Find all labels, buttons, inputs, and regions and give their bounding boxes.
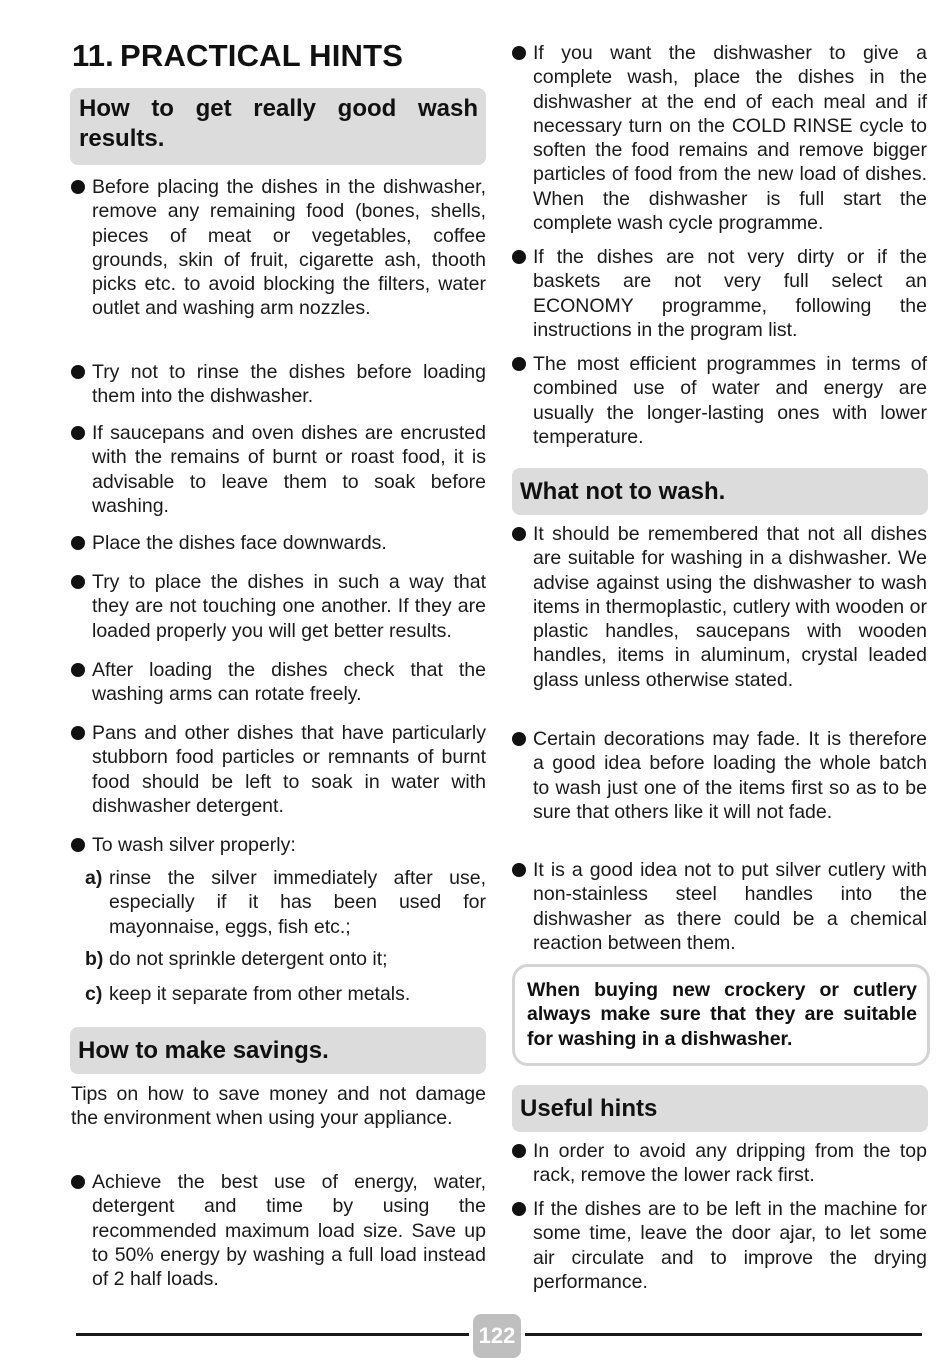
list-item: Certain decorations may fade. It is therefore a good idea before loading the whole batch to wash just one of the items first so as to be sure that others like it will not fade. xyxy=(512,727,927,824)
list-item: Pans and other dishes that have particularly stubborn food particles or remnants of burnt food should be left to soak in water with dishwasher detergent. xyxy=(71,721,486,818)
footer-rule-left xyxy=(76,1333,469,1336)
savings-intro: Tips on how to save money and not damage the environment when using your appliance. xyxy=(71,1083,486,1130)
bullet-icon xyxy=(512,527,526,541)
footer-rule-right xyxy=(525,1333,922,1336)
bullet-icon xyxy=(512,732,526,746)
bullet-icon xyxy=(71,1175,85,1189)
bullet-icon xyxy=(71,180,85,194)
list-item: If the dishes are not very dirty or if the baskets are not very full select an ECONOMY programme, following the instructions in the program list. xyxy=(512,245,927,342)
sub-list-item: a) rinse the silver immediately after use, especially if it has been used for mayonnaise, eggs, fish etc.; xyxy=(85,867,486,938)
section-heading-useful-hints: Useful hints xyxy=(512,1085,928,1132)
list-item: If you want the dishwasher to give a complete wash, place the dishes in the dishwasher at the end of each meal and if necessary turn on the COLD RINSE cycle to soften the food remains and remove bigger particles of food from the new load of dishes. When the dishwasher is full start the complete wash cycle programme. xyxy=(512,41,927,235)
chapter-heading: PRACTICAL HINTS xyxy=(119,38,404,73)
bullet-icon xyxy=(71,365,85,379)
sub-item-letter: b) xyxy=(85,948,104,970)
section-heading-good-wash: How to get really good wash results. xyxy=(70,88,486,165)
list-item: After loading the dishes check that the washing arms can rotate freely. xyxy=(71,658,486,707)
chapter-title xyxy=(72,38,403,74)
bullet-icon xyxy=(512,250,526,264)
chapter-number: 11. xyxy=(72,38,114,73)
bullet-icon xyxy=(71,536,85,550)
list-item: To wash silver properly: xyxy=(71,833,486,857)
list-item: Try to place the dishes in such a way that they are not touching one another. If they are loaded properly you will get better results. xyxy=(71,570,486,643)
bullet-icon xyxy=(71,838,85,852)
list-item: Before placing the dishes in the dishwasher, remove any remaining food (bones, shells, pieces of meat or vegetables, coffee grounds, skin of fruit, cigarette ash, thooth picks etc. to avoid blocking the filters, water outlet and washing arm nozzles. xyxy=(71,175,486,321)
bullet-icon xyxy=(71,726,85,740)
list-item: It should be remembered that not all dishes are suitable for washing in a dishwasher. We advise against using the dishwasher to wash items in thermoplastic, cutlery with wooden or plastic handles, saucepans with wooden handles, items in aluminum, crystal leaded glass unless otherwise stated. xyxy=(512,522,927,692)
section-heading-not-wash: What not to wash. xyxy=(512,468,928,515)
list-item: It is a good idea not to put silver cutlery with non-stainless steel handles into the dishwasher as there could be a chemical reaction between them. xyxy=(512,858,927,955)
sub-item-letter: a) xyxy=(85,867,103,889)
list-item: The most efficient programmes in terms of combined use of water and energy are usually the longer-lasting ones with lower temperature. xyxy=(512,352,927,449)
bullet-icon xyxy=(71,663,85,677)
section-heading-savings: How to make savings. xyxy=(70,1027,486,1074)
bullet-icon xyxy=(71,426,85,440)
sub-list-item: b) do not sprinkle detergent onto it; xyxy=(85,948,388,970)
bullet-icon xyxy=(512,863,526,877)
bullet-icon xyxy=(512,46,526,60)
page-number: 122 xyxy=(473,1314,521,1358)
list-item: Achieve the best use of energy, water, detergent and time by using the recommended maximum load size. Save up to 50% energy by washing a full load instead of 2 half loads. xyxy=(71,1170,486,1291)
list-item: If the dishes are to be left in the machine for some time, leave the door ajar, to let some air circulate and to improve the drying performance. xyxy=(512,1197,927,1294)
note-box: When buying new crockery or cutlery always make sure that they are suitable for washing in a dishwasher. xyxy=(512,964,930,1066)
list-item: Place the dishes face downwards. xyxy=(71,531,486,555)
sub-item-letter: c) xyxy=(85,983,103,1005)
list-item: If saucepans and oven dishes are encrusted with the remains of burnt or roast food, it is advisable to leave them to soak before washing. xyxy=(71,421,486,518)
bullet-icon xyxy=(512,1202,526,1216)
bullet-icon xyxy=(512,1144,526,1158)
bullet-icon xyxy=(71,575,85,589)
sub-list-item: c) keep it separate from other metals. xyxy=(85,983,411,1005)
list-item: In order to avoid any dripping from the top rack, remove the lower rack first. xyxy=(512,1139,927,1188)
list-item: Try not to rinse the dishes before loading them into the dishwasher. xyxy=(71,360,486,409)
bullet-icon xyxy=(512,357,526,371)
